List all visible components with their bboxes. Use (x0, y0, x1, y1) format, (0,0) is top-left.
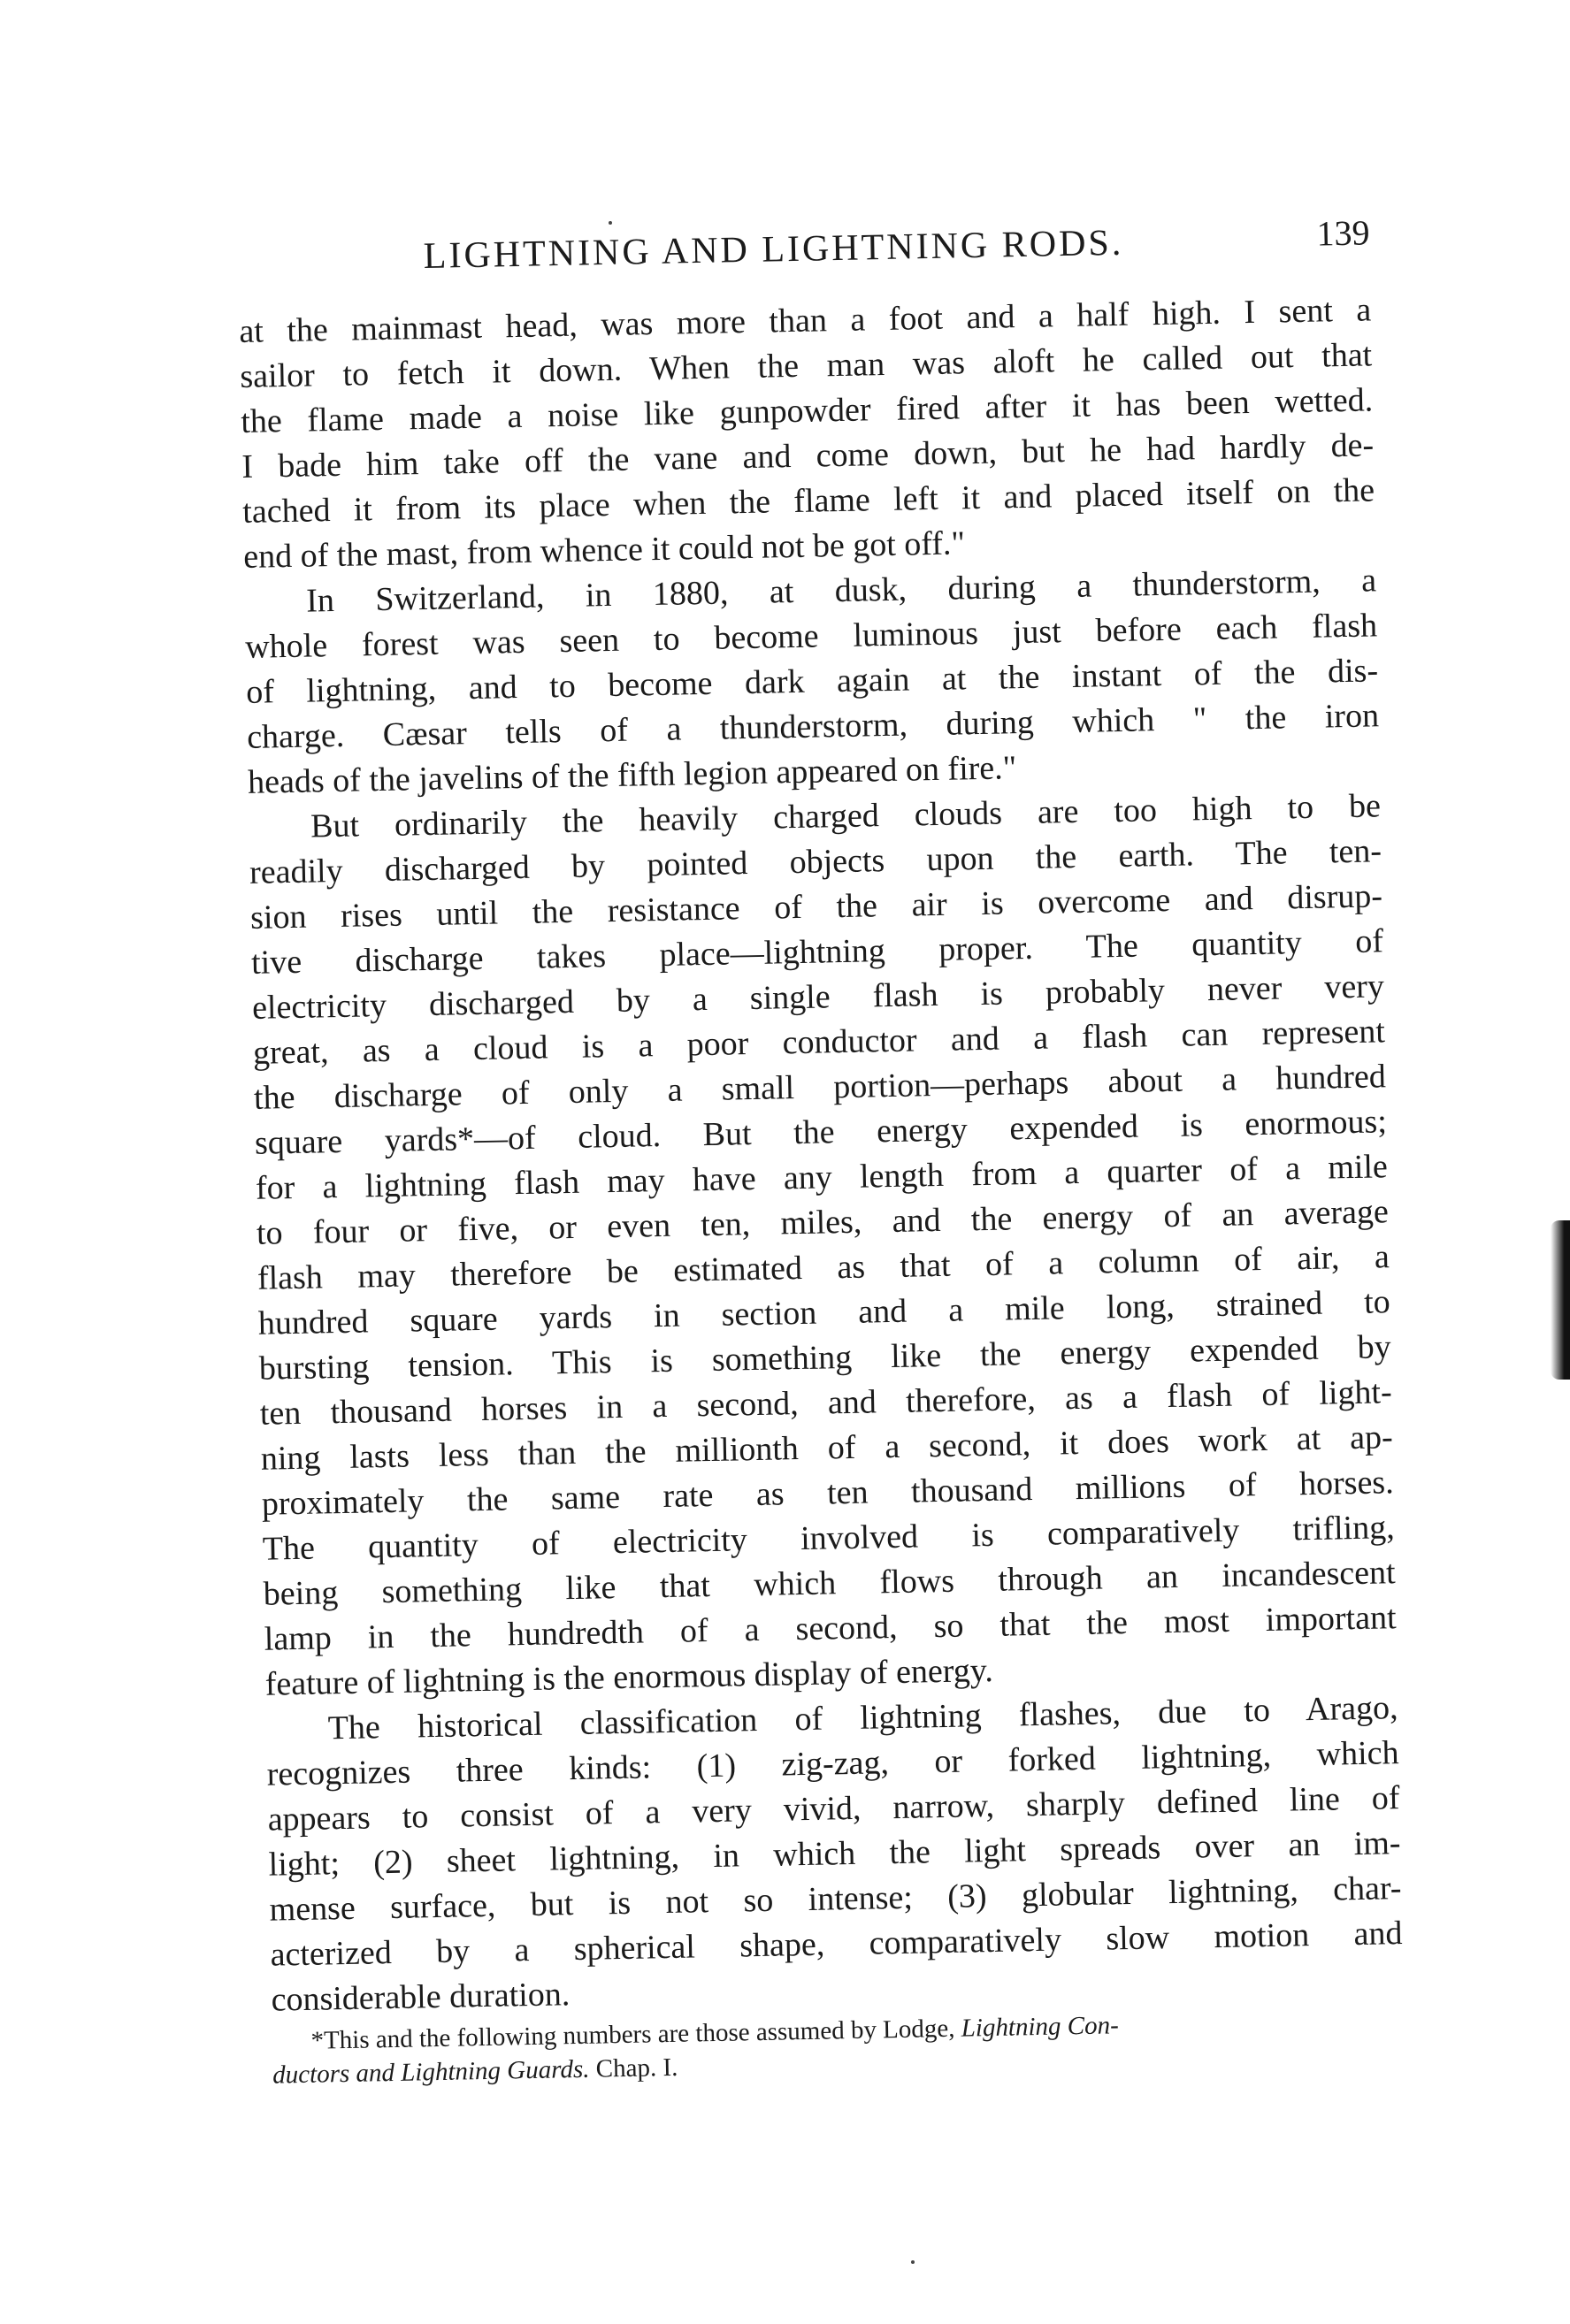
running-head: LIGHTNING AND LIGHTNING RODS. (423, 222, 1124, 277)
text-line: The quantity of electricity involved is comparatively trifling, (262, 1509, 1396, 1568)
body-text (239, 287, 1404, 2022)
paragraph (249, 784, 1398, 1707)
text-line: In Switzerland, in 1880, at dusk, during a thunderstorm, a (305, 562, 1377, 620)
text-line: the discharge of only a small portion—perhaps about a hundred (253, 1058, 1387, 1117)
footnote-title: Lightning Con- (961, 2011, 1120, 2043)
text-line: appears to consist of a very vivid, narrow, sharply defined line of (267, 1779, 1400, 1839)
text-line: I bade him take off the vane and come down, but he had hardly de- (241, 426, 1375, 485)
text-line: mense surface, but is not so intense; (3) globular lightning, char- (269, 1869, 1402, 1929)
text-line: light; (2) sheet lightning, in which the light spreads over an im- (268, 1824, 1401, 1884)
paragraph (265, 1686, 1404, 2023)
text-line: electricity discharged by a single flash is probably never very (251, 967, 1385, 1027)
scan-speck (911, 2260, 915, 2264)
text-line: proximately the same rate as ten thousand millions of horses. (261, 1464, 1395, 1523)
text-line: square yards*—of cloud. But the energy expended is enormous; (254, 1103, 1388, 1162)
paragraph (239, 287, 1376, 580)
text-line: end of the mast, from whence it could not be got off." (242, 524, 966, 576)
footnote-title: ductors and Lightning Guards. (272, 2054, 590, 2090)
text-line: recognizes three kinds: (1) zig-zag, or forked lightning, which (266, 1734, 1399, 1793)
text-line: great, as a cloud is a poor conductor and a flash can represent (252, 1013, 1386, 1072)
text-line: the flame made a noise like gunpowder fired after it has been wetted. (240, 381, 1374, 440)
text-line: hundred square yards in section and a mile long, strained to (257, 1283, 1391, 1342)
page-content (237, 199, 1405, 2091)
text-line: sion rises until the resistance of the air is overcome and disrup- (249, 877, 1383, 936)
text-line: sailor to fetch it down. When the man was aloft he called out that (239, 336, 1373, 395)
text-line: feature of lightning is the enormous display of energy. (264, 1651, 994, 1703)
scan-edge-shadow (1551, 1220, 1570, 1380)
text-line: to four or five, or even ten, miles, and the energy of an average (256, 1193, 1390, 1252)
text-line: ning lasts less than the millionth of a second, it does work at ap- (260, 1418, 1394, 1478)
text-line: flash may therefore be estimated as that of a column of air, a (257, 1238, 1390, 1297)
text-line: heads of the javelins of the fifth legion appeared on fire." (247, 749, 1017, 801)
text-line: at the mainmast head, was more than a foot and a half high. I sent a (238, 291, 1372, 350)
text-line: But ordinarily the heavily charged clouds are too high to be (310, 787, 1382, 845)
text-line: readily discharged by pointed objects upon the earth. The ten- (249, 832, 1382, 891)
text-line: ten thousand horses in a second, and therefore, as a flash of light- (259, 1373, 1393, 1433)
text-line: whole forest was seen to become luminous just before each flash (244, 607, 1378, 666)
text-line: for a lightning flash may have any length from a quarter of a mile (255, 1148, 1389, 1207)
text-line: tive discharge takes place—lightning proper. The quantity of (250, 922, 1384, 982)
text-line: acterized by a spherical shape, comparatively slow motion and (270, 1915, 1403, 1974)
text-line: being something like that which flows through an incandescent (263, 1554, 1396, 1613)
paragraph (244, 558, 1381, 806)
text-line: The historical classification of lightning flashes, due to Arago, (327, 1689, 1398, 1747)
text-line: bursting tension. This is something like the energy expended by (258, 1328, 1392, 1388)
text-line: lamp in the hundredth of a second, so that the most important (264, 1599, 1397, 1658)
text-line: charge. Cæsar tells of a thunderstorm, during which " the iron (246, 697, 1380, 756)
footnote-text: Chap. I. (589, 2053, 678, 2083)
text-line: considerable duration. (271, 1976, 571, 2019)
footnote-text: *This and the following numbers are those assumed by Lodge, (310, 2014, 962, 2055)
text-line: of lightning, and to become dark again at the instant of the dis- (245, 652, 1379, 711)
text-line: tached it from its place when the flame left it and placed itself on the (241, 471, 1375, 531)
page-number: 139 (1316, 212, 1370, 254)
